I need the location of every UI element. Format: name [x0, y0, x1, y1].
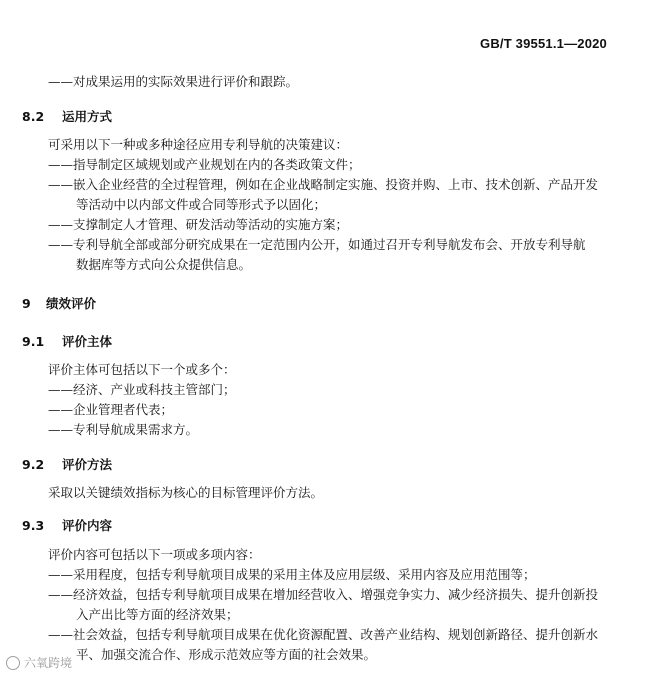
watermark-logo-icon: [6, 656, 20, 670]
section-title: 评价方法: [62, 457, 113, 472]
body-line: 评价内容可包括以下一项或多项内容：: [48, 547, 261, 562]
list-item: ——专利导航成果需求方。: [48, 422, 199, 437]
list-item-continuation: 等活动中以内部文件或合同等形式予以固化；: [76, 197, 327, 212]
list-item: ——专利导航全部或部分研究成果在一定范围内公开，如通过召开专利导航发布会、开放专利导航: [48, 237, 586, 252]
section-number: 9.3: [22, 518, 45, 533]
section-title: 评价主体: [62, 334, 113, 349]
list-item: ——企业管理者代表；: [48, 402, 174, 417]
list-item: ——指导制定区域规划或产业规划在内的各类政策文件；: [48, 157, 361, 172]
body-line: ——对成果运用的实际效果进行评价和跟踪。: [48, 74, 299, 89]
list-item: ——经济效益，包括专利导航项目成果在增加经营收入、增强竞争实力、减少经济损失、提升创新投: [48, 587, 599, 602]
section-heading-9-3: [22, 518, 112, 534]
watermark: [6, 654, 72, 671]
section-number: 9.2: [22, 457, 45, 472]
section-heading-9-1: [22, 334, 112, 350]
body-line: 可采用以下一种或多种途径应用专利导航的决策建议：: [48, 137, 349, 152]
list-item: ——支撑制定人才管理、研发活动等活动的实施方案；: [48, 217, 349, 232]
list-item: ——采用程度，包括专利导航项目成果的采用主体及应用层级、采用内容及应用范围等；: [48, 567, 536, 582]
section-title: 绩效评价: [46, 296, 97, 311]
body-line: 评价主体可包括以下一个或多个：: [48, 362, 236, 377]
section-number: 9: [22, 296, 31, 311]
list-item-continuation: 入产出比等方面的经济效果；: [76, 607, 239, 622]
body-line: 采取以关键绩效指标为核心的目标管理评价方法。: [48, 485, 324, 500]
list-item: ——经济、产业或科技主管部门；: [48, 382, 236, 397]
section-title: 评价内容: [62, 518, 113, 533]
list-item: ——社会效益，包括专利导航项目成果在优化资源配置、改善产业结构、规划创新路径、提升创新水: [48, 627, 599, 642]
list-item-continuation: 平、加强交流合作、形成示范效应等方面的社会效果。: [76, 647, 377, 662]
list-item: ——嵌入企业经营的全过程管理，例如在企业战略制定实施、投资并购、上市、技术创新、产品开发: [48, 177, 599, 192]
section-heading-9-2: [22, 457, 112, 473]
section-title: 运用方式: [62, 109, 113, 124]
standard-number: GB/T 39551.1—2020: [480, 36, 607, 51]
list-item-continuation: 数据库等方式向公众提供信息。: [76, 257, 252, 272]
section-heading-9: [22, 296, 96, 312]
section-number: 8.2: [22, 109, 45, 124]
watermark-text: 六氧跨境: [24, 656, 73, 670]
section-number: 9.1: [22, 334, 45, 349]
section-heading-8-2: [22, 109, 112, 125]
